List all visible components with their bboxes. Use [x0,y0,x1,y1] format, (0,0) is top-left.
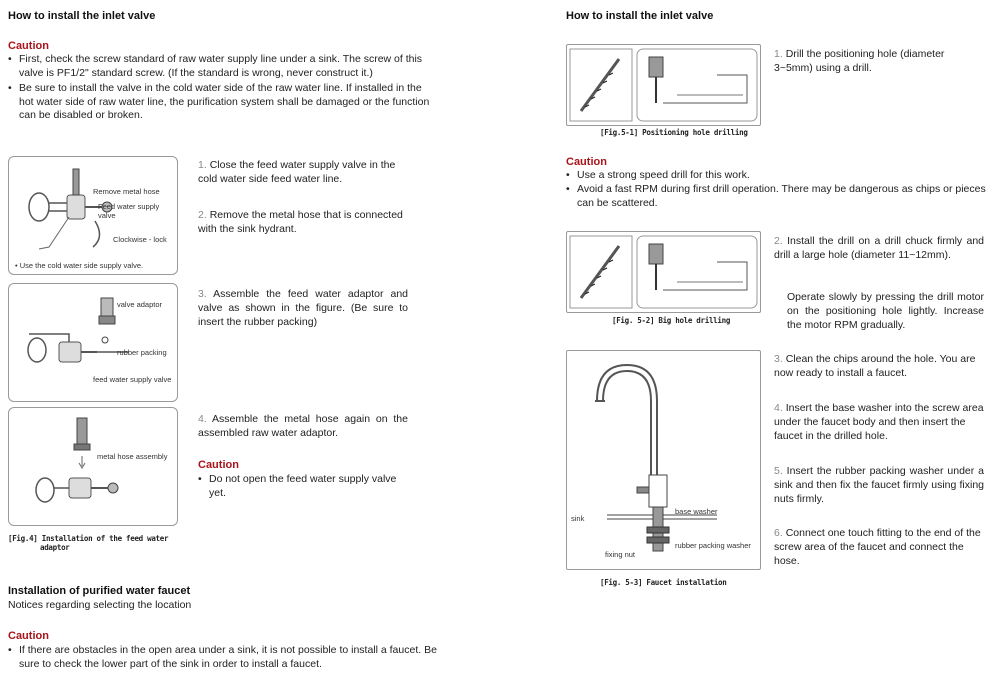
fig5-1-caption: [Fig.5-1] Positioning hole drilling [600,128,748,137]
figure-remove-metal-hose [8,156,178,275]
right-page-title: How to install the inlet valve [566,10,714,22]
right-caution-item-1: • Use a strong speed drill for this work. [566,169,750,181]
label-base-washer: base washer [675,507,718,516]
left-step-4: 4. Assemble the metal hose again on the assembled raw water adaptor. [198,413,408,439]
left-caution2-label: Caution [198,459,239,471]
right-caution-label: Caution [566,156,607,168]
faucet-drawing [567,351,760,569]
fig5-2-caption: [Fig. 5-2] Big hole drilling [612,316,731,325]
label-feed-water-supply-valve-2: feed water supply valve [93,375,172,384]
faucet-section-subtitle: Notices regarding selecting the location [8,599,192,611]
right-step-4: 4. Insert the base washer into the screw area under the faucet body and then insert the faucet in the drilled hole. [774,402,984,442]
figure-big-hole [566,231,761,313]
label-feed-water-supply-valve: Feed water supply valve [98,202,160,220]
left-caution-item-2: • Be sure to install the valve in the cold water side of the raw water line. If installed in the hot water side of raw water line, the purification system shall be damaged or the function can be disabled or broken. [8,82,430,121]
left-step-1: 1. Close the feed water supply valve in the cold water side feed water line. [198,159,396,185]
label-rubber-packing: rubber packing [117,348,167,357]
label-rubber-packing-washer: rubber packing washer [675,541,751,550]
right-step-5: 5. Insert the rubber packing washer under a sink and then fix the faucet firmly using fixing nuts firmly. [774,465,984,505]
valve-drawing-3 [9,408,177,525]
fig4-caption-line2: adaptor [40,543,70,552]
label-cold-water-note: • Use the cold water side supply valve. [15,261,144,270]
left-caution-item-1: • First, check the screw standard of raw water supply line under a sink. The screw of this valve is PF1/2" standard screw. (If the standard is wrong, never construct it.) [8,53,423,79]
label-valve-adaptor: valve adaptor [117,300,163,309]
left-caution3-label: Caution [8,630,49,642]
left-caution3-item: • If there are obstacles in the open area under a sink, it is not possible to install a faucet. Be sure to check the lower part of the sink in order to install a faucet. [8,644,437,670]
label-remove-metal-hose: Remove metal hose [93,187,160,196]
left-caution2-item: • Do not open the feed water supply valve yet. [198,473,397,499]
label-metal-hose-assembly: metal hose assembly [97,452,168,461]
left-step-2: 2. Remove the metal hose that is connected with the sink hydrant. [198,209,403,235]
figure-positioning-hole [566,44,761,126]
right-step-2-extra: Operate slowly by pressing the drill motor on the positioning hole lightly. Increase the motor RPM gradually. [787,291,984,331]
label-sink: sink [571,514,585,523]
figure-metal-hose-assembly [8,407,178,526]
right-caution-item-2: • Avoid a fast RPM during first drill operation. There may be dangerous as chips or pieces can be scattered. [566,183,986,209]
figure-valve-adaptor [8,283,178,402]
left-caution-label: Caution [8,40,49,52]
right-step-1: 1. Drill the positioning hole (diameter 3~5mm) using a drill. [774,48,945,74]
label-clockwise-lock: Clockwise - lock [113,235,167,244]
drill-drawing-2 [567,232,760,312]
drill-drawing-1 [567,45,760,125]
right-step-2: 2. Install the drill on a drill chuck firmly and drill a large hole (diameter 11~12mm). [774,235,985,261]
faucet-section-title: Installation of purified water faucet [8,585,191,597]
left-step-3: 3. Assemble the feed water adaptor and valve as shown in the figure. (Be sure to insert the rubber packing) [198,288,408,328]
left-page-title: How to install the inlet valve [8,10,156,22]
right-step-3: 3. Clean the chips around the hole. You are now ready to install a faucet. [774,353,976,379]
fig5-3-caption: [Fig. 5-3] Faucet installation [600,578,727,587]
figure-faucet-installation [566,350,761,570]
right-step-6: 6. Connect one touch fitting to the end of the screw area of the faucet and connect the hose. [774,527,981,567]
fig4-caption-line1: [Fig.4] Installation of the feed water [8,534,169,543]
label-fixing-nut: fixing nut [605,550,636,559]
